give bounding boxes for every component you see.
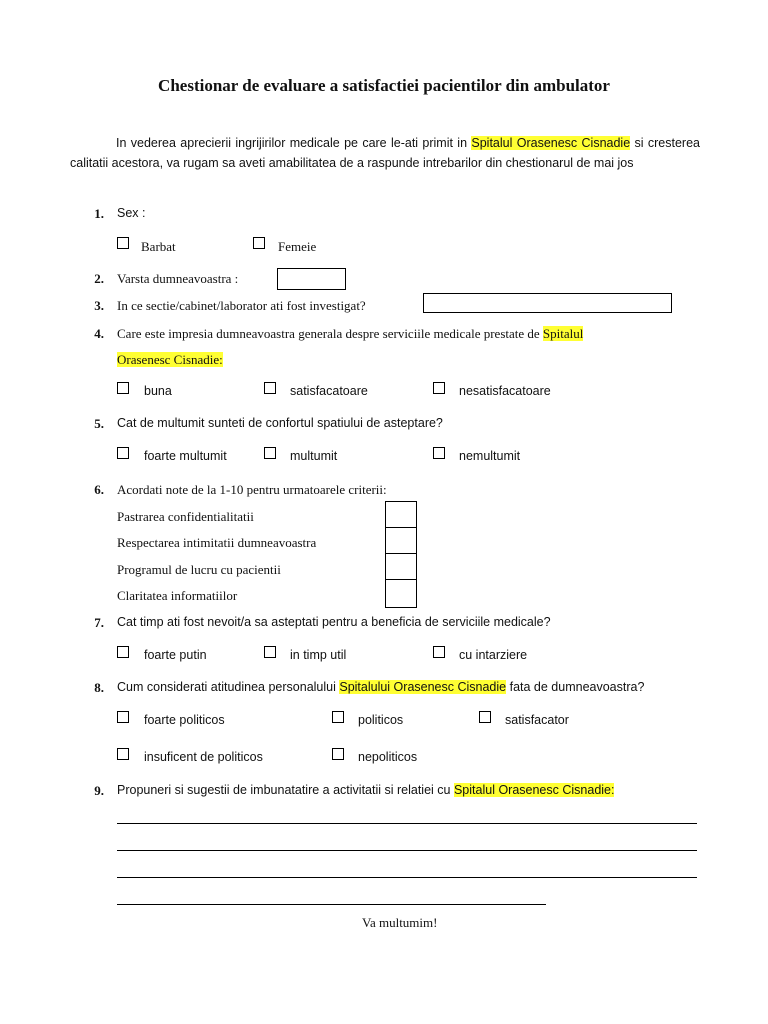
q4-text-main: Care este impresia dumneavoastra generala despre serviciile medicale prestate de: [117, 326, 543, 341]
q1-option-label: Femeie: [278, 239, 317, 254]
q3-number: 3.: [94, 298, 104, 313]
q9-text: [117, 783, 614, 797]
q7-number: 7.: [94, 615, 104, 630]
score-field[interactable]: [385, 501, 417, 529]
q7-checkbox-in-timp-util[interactable]: [264, 646, 276, 658]
q8-option-label: politicos: [358, 713, 404, 727]
intro-paragraph: [70, 133, 700, 173]
q7-option-label: cu intarziere: [459, 648, 528, 662]
q8-text: [117, 680, 644, 694]
intro-text: In vederea aprecierii ingrijirilor medicale pe care le-ati primit in: [116, 136, 472, 150]
q1-number: 1.: [94, 206, 104, 221]
hospital-name: Spitalul Orasenesc Cisnadie:: [453, 783, 615, 797]
q5-option-label: multumit: [290, 449, 338, 463]
q5-number: 5.: [94, 416, 104, 431]
q8-option-label: satisfacator: [505, 713, 569, 727]
q8-checkbox-politicos[interactable]: [332, 711, 344, 723]
q7-text: Cat timp ati fost nevoit/a sa asteptati pentru a beneficia de serviciile medicale?: [117, 615, 551, 629]
q1-checkbox-barbat[interactable]: [117, 237, 129, 249]
score-field[interactable]: [385, 553, 417, 581]
q2-text: Varsta dumneavoastra :: [117, 271, 239, 286]
hospital-name: Orasenesc Cisnadie:: [117, 352, 223, 367]
q8-text-post: fata de dumneavoastra?: [506, 680, 645, 694]
q4-text: [117, 326, 583, 342]
q5-checkbox-nemultumit[interactable]: [433, 447, 445, 459]
answer-line[interactable]: [117, 850, 697, 851]
answer-line[interactable]: [117, 823, 697, 824]
q8-checkbox-satisfacator[interactable]: [479, 711, 491, 723]
q4-option-label: satisfacatoare: [290, 384, 368, 398]
hospital-name: Spitalul Orasenesc Cisnadie: [471, 136, 631, 150]
q5-option-label: nemultumit: [459, 449, 521, 463]
q6-text: Acordati note de la 1-10 pentru urmatoarele criterii:: [117, 482, 387, 497]
q8-checkbox-nepoliticos[interactable]: [332, 748, 344, 760]
q5-checkbox-foarte-multumit[interactable]: [117, 447, 129, 459]
q8-checkbox-foarte-politicos[interactable]: [117, 711, 129, 723]
q1-option-label: Barbat: [141, 239, 176, 254]
q2-number: 2.: [94, 271, 104, 286]
q4-option-label: buna: [144, 384, 172, 398]
q3-text: In ce sectie/cabinet/laborator ati fost investigat?: [117, 298, 366, 313]
q9-text-main: Propuneri si sugestii de imbunatatire a activitatii si relatiei cu: [117, 783, 454, 797]
q4-number: 4.: [94, 326, 104, 341]
q8-option-label: foarte politicos: [144, 713, 225, 727]
answer-line[interactable]: [117, 904, 546, 905]
q5-text: Cat de multumit sunteti de confortul spatiului de asteptare?: [117, 416, 443, 430]
section-field[interactable]: [423, 293, 672, 313]
q9-number: 9.: [94, 783, 104, 798]
criterion-label: Programul de lucru cu pacientii: [117, 562, 281, 577]
thanks-text: Va multumim!: [362, 915, 438, 930]
q4-option-label: nesatisfacatoare: [459, 384, 551, 398]
q1-text: Sex :: [117, 206, 146, 220]
q8-option-label: insuficent de politicos: [144, 750, 263, 764]
score-field[interactable]: [385, 579, 417, 608]
hospital-name: Spitalul: [542, 326, 584, 341]
intro-text-cont: si cresterea calitatii acestora, va rugam sa aveti amabilitatea de a raspunde intrebarilor din chestionarul de mai jos: [70, 136, 700, 170]
page-title: Chestionar de evaluare a satisfactiei pacientilor din ambulator: [158, 76, 610, 95]
criterion-label: Pastrarea confidentialitatii: [117, 509, 254, 524]
q6-number: 6.: [94, 482, 104, 497]
q8-text-pre: Cum considerati atitudinea personalului: [117, 680, 340, 694]
q7-option-label: in timp util: [290, 648, 347, 662]
q8-number: 8.: [94, 680, 104, 695]
q4-checkbox-satisfacatoare[interactable]: [264, 382, 276, 394]
q4-checkbox-buna[interactable]: [117, 382, 129, 394]
criterion-label: Respectarea intimitatii dumneavoastra: [117, 535, 317, 550]
q1-checkbox-femeie[interactable]: [253, 237, 265, 249]
q8-checkbox-insuficent[interactable]: [117, 748, 129, 760]
q4-checkbox-nesatisfacatoare[interactable]: [433, 382, 445, 394]
q5-checkbox-multumit[interactable]: [264, 447, 276, 459]
q7-checkbox-cu-intarziere[interactable]: [433, 646, 445, 658]
hospital-name: Spitalului Orasenesc Cisnadie: [339, 680, 507, 694]
answer-line[interactable]: [117, 877, 697, 878]
age-field[interactable]: [277, 268, 346, 290]
q5-option-label: foarte multumit: [144, 449, 227, 463]
criterion-label: Claritatea informatiilor: [117, 588, 238, 603]
q7-checkbox-foarte-putin[interactable]: [117, 646, 129, 658]
q8-option-label: nepoliticos: [358, 750, 418, 764]
q7-option-label: foarte putin: [144, 648, 207, 662]
q4-text-line2: [117, 352, 223, 368]
score-field[interactable]: [385, 527, 417, 555]
